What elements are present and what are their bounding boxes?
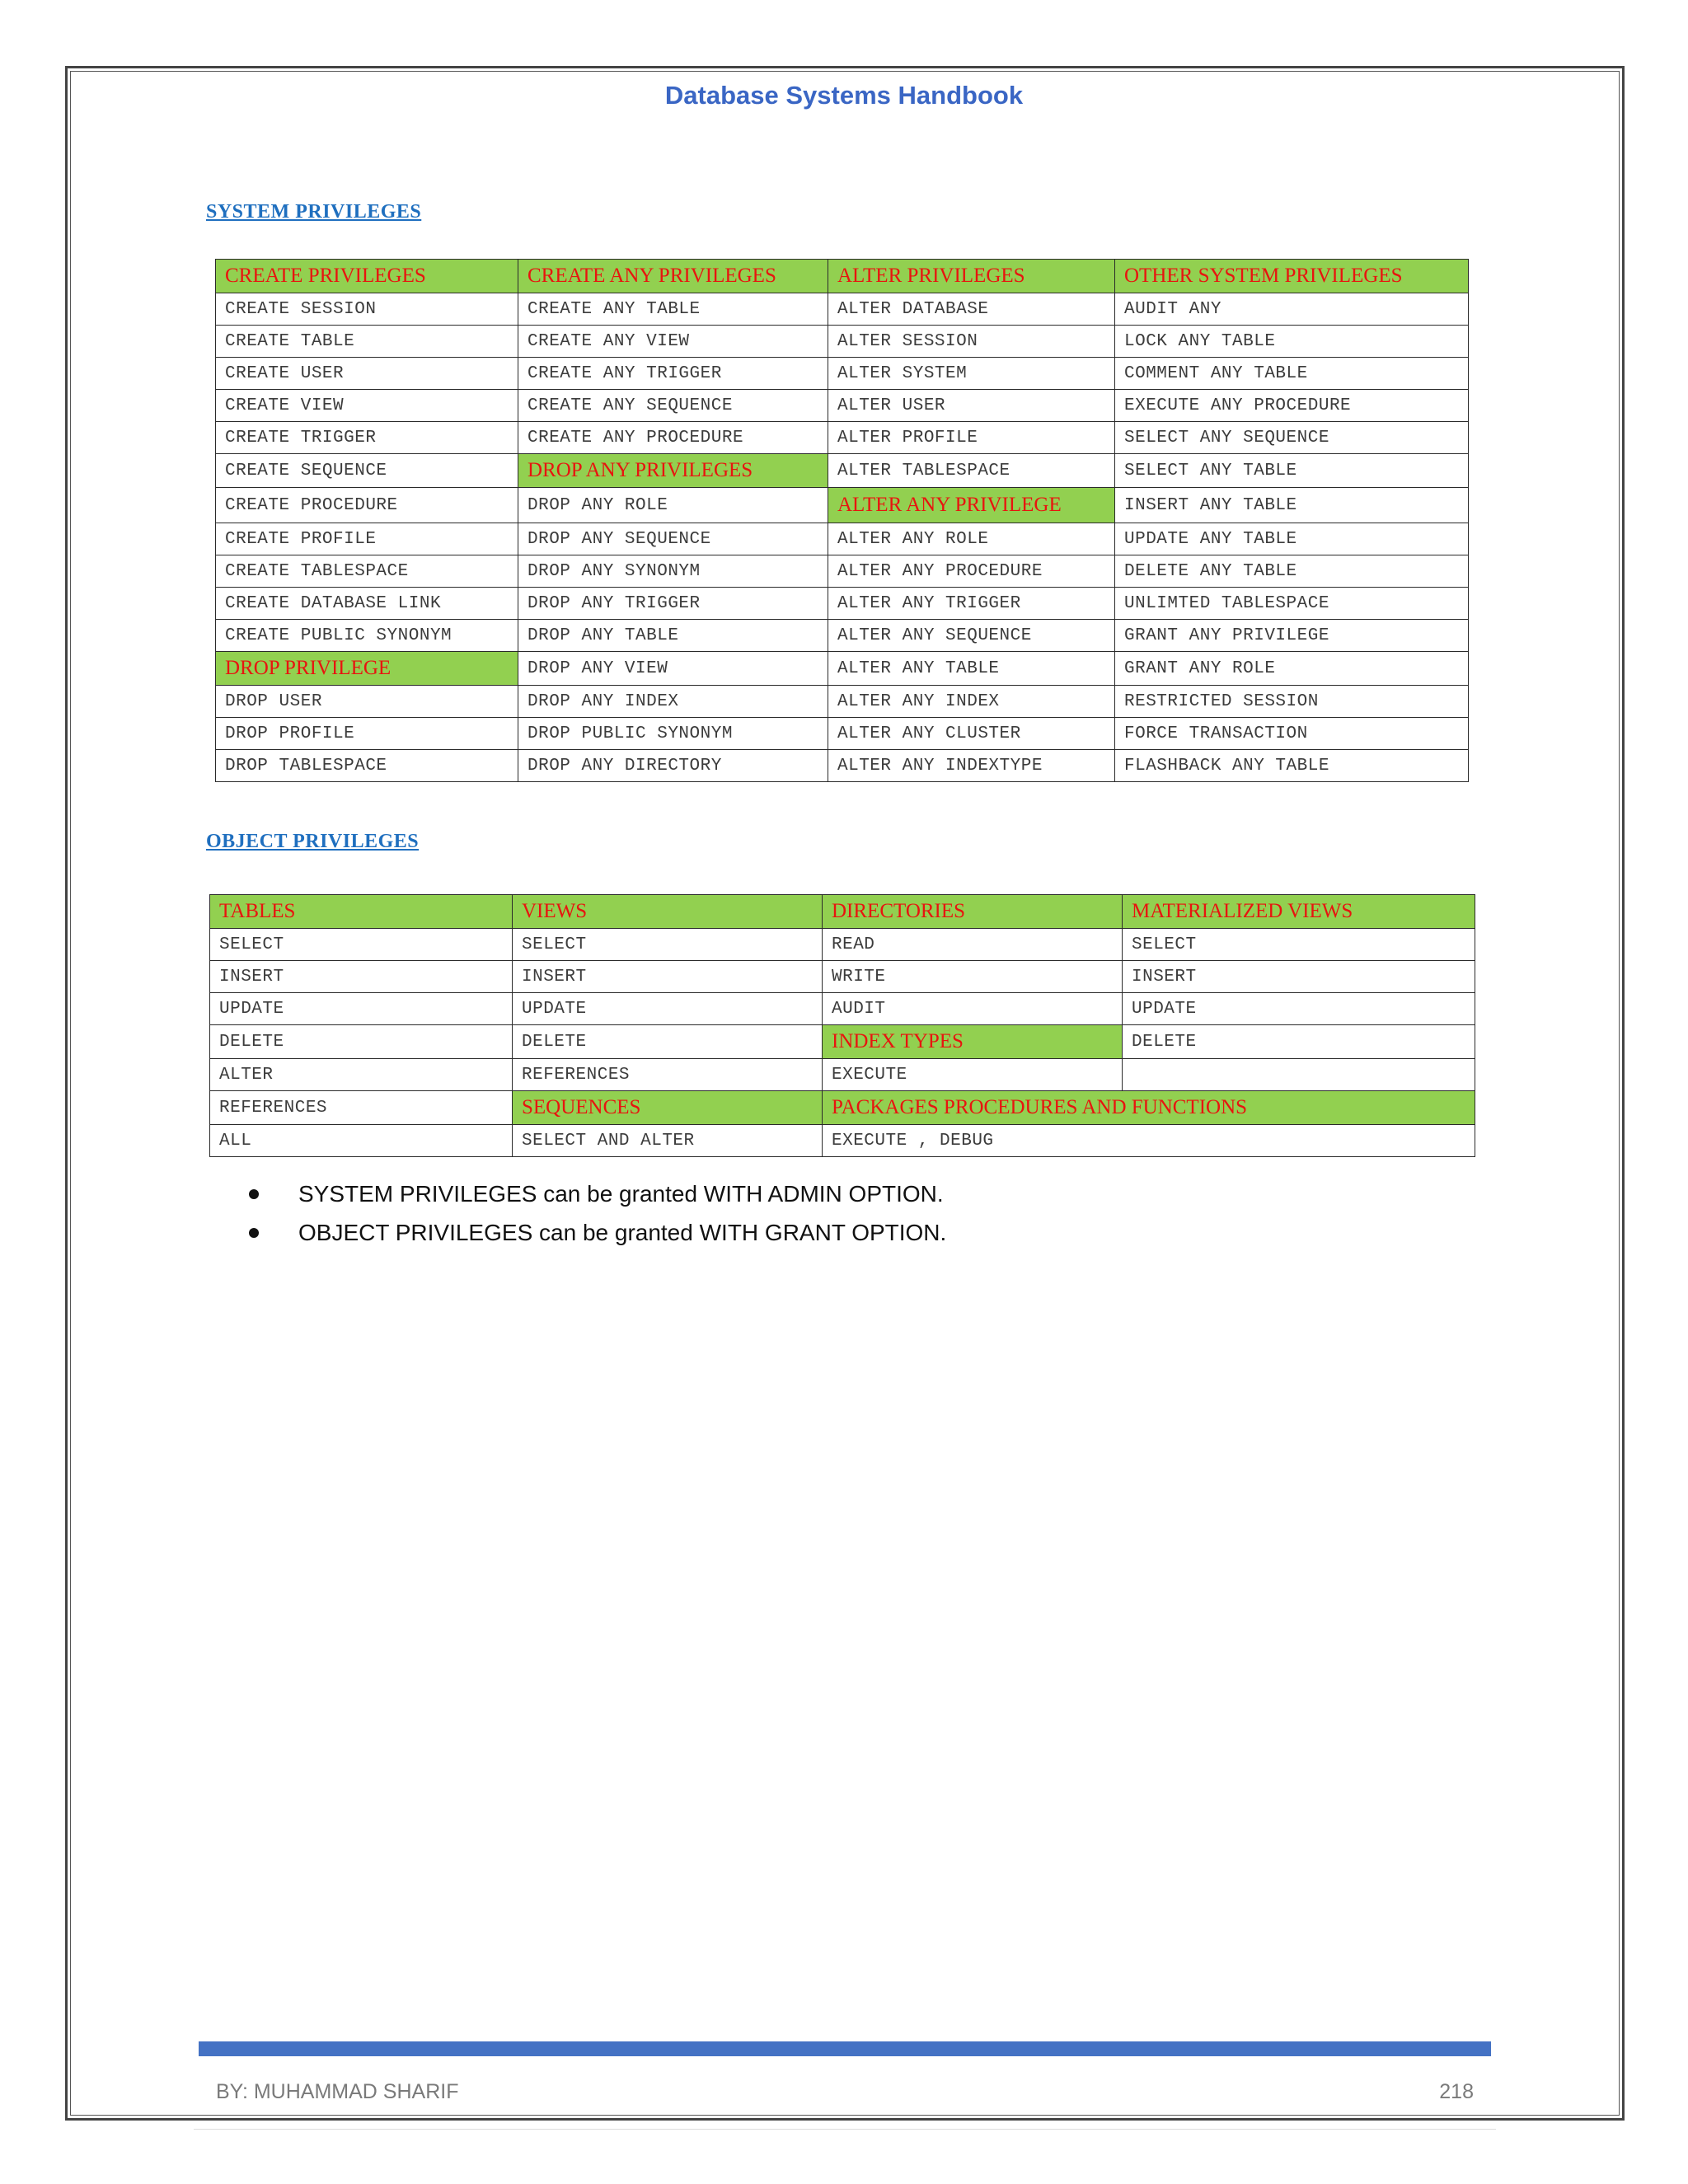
system-privilege-cell: ALTER ANY PROCEDURE	[828, 555, 1115, 588]
object-privilege-row	[210, 929, 1475, 961]
object-privileges-heading: OBJECT PRIVILEGES	[206, 831, 420, 852]
system-privileges-heading: SYSTEM PRIVILEGES	[206, 201, 422, 223]
system-privilege-cell: CREATE TRIGGER	[216, 422, 518, 454]
system-privilege-cell: CREATE PUBLIC SYNONYM	[216, 620, 518, 652]
object-privilege-cell	[1123, 1059, 1475, 1091]
note-text: SYSTEM PRIVILEGES can be granted WITH ADMIN OPTION.	[298, 1181, 944, 1207]
object-privilege-cell: ALL	[210, 1125, 513, 1157]
system-privilege-category-cell: CREATE PRIVILEGES	[216, 260, 518, 293]
system-privilege-category-cell: CREATE ANY PRIVILEGES	[518, 260, 828, 293]
object-privilege-category-cell: DIRECTORIES	[823, 895, 1123, 929]
system-privilege-cell: CREATE DATABASE LINK	[216, 588, 518, 620]
system-privilege-cell: CREATE ANY TRIGGER	[518, 358, 828, 390]
object-privilege-cell: DELETE	[1123, 1025, 1475, 1059]
object-privilege-cell: REFERENCES	[210, 1091, 513, 1125]
object-privilege-row	[210, 1025, 1475, 1059]
system-privilege-cell: DROP ANY DIRECTORY	[518, 750, 828, 782]
object-privilege-header-row	[210, 895, 1475, 929]
footer-author: BY: MUHAMMAD SHARIF	[216, 2080, 459, 2103]
object-privilege-category-cell: PACKAGES PROCEDURES AND FUNCTIONS	[823, 1091, 1475, 1125]
bullet-icon	[249, 1228, 259, 1238]
object-privilege-cell: EXECUTE , DEBUG	[823, 1125, 1475, 1157]
page-header-title: Database Systems Handbook	[664, 81, 1024, 110]
system-privilege-cell: DROP PUBLIC SYNONYM	[518, 718, 828, 750]
system-privilege-cell: ALTER PROFILE	[828, 422, 1115, 454]
system-privilege-cell: CREATE ANY VIEW	[518, 326, 828, 358]
system-privilege-row	[216, 620, 1469, 652]
object-privilege-category-cell: TABLES	[210, 895, 513, 929]
bottom-rule	[194, 2129, 1496, 2130]
system-privilege-cell: CREATE ANY PROCEDURE	[518, 422, 828, 454]
object-privilege-cell: SELECT	[210, 929, 513, 961]
system-privilege-cell: UNLIMTED TABLESPACE	[1115, 588, 1469, 620]
system-privilege-cell: DELETE ANY TABLE	[1115, 555, 1469, 588]
system-privilege-cell: CREATE PROCEDURE	[216, 488, 518, 523]
system-privilege-cell: DROP PROFILE	[216, 718, 518, 750]
system-privilege-cell: GRANT ANY ROLE	[1115, 652, 1469, 686]
object-privilege-cell: UPDATE	[210, 993, 513, 1025]
system-privilege-cell: ALTER TABLESPACE	[828, 454, 1115, 488]
system-privilege-cell: SELECT ANY TABLE	[1115, 454, 1469, 488]
system-privilege-category-cell: ALTER PRIVILEGES	[828, 260, 1115, 293]
object-privilege-category-cell: VIEWS	[513, 895, 823, 929]
system-privilege-cell: DROP ANY TABLE	[518, 620, 828, 652]
object-privilege-cell: WRITE	[823, 961, 1123, 993]
system-privilege-category-cell: ALTER ANY PRIVILEGE	[828, 488, 1115, 523]
note-item	[247, 1213, 946, 1252]
system-privilege-row	[216, 523, 1469, 555]
system-privilege-row	[216, 326, 1469, 358]
system-privilege-cell: ALTER ANY ROLE	[828, 523, 1115, 555]
object-privilege-row	[210, 1059, 1475, 1091]
system-privilege-cell: AUDIT ANY	[1115, 293, 1469, 326]
object-privilege-cell: UPDATE	[513, 993, 823, 1025]
system-privilege-row	[216, 588, 1469, 620]
system-privilege-cell: GRANT ANY PRIVILEGE	[1115, 620, 1469, 652]
object-privilege-cell: SELECT AND ALTER	[513, 1125, 823, 1157]
object-privilege-cell: INSERT	[210, 961, 513, 993]
system-privilege-row	[216, 686, 1469, 718]
object-privilege-category-cell: SEQUENCES	[513, 1091, 823, 1125]
system-privilege-cell: CREATE TABLESPACE	[216, 555, 518, 588]
system-privilege-row	[216, 358, 1469, 390]
system-privilege-row	[216, 555, 1469, 588]
system-privilege-cell: CREATE ANY SEQUENCE	[518, 390, 828, 422]
object-privilege-cell: INSERT	[513, 961, 823, 993]
object-privileges-table	[209, 894, 1475, 1157]
system-privilege-cell: CREATE ANY TABLE	[518, 293, 828, 326]
object-privilege-row	[210, 993, 1475, 1025]
system-privilege-cell: ALTER ANY TRIGGER	[828, 588, 1115, 620]
system-privilege-cell: DROP USER	[216, 686, 518, 718]
system-privilege-cell: SELECT ANY SEQUENCE	[1115, 422, 1469, 454]
system-privilege-cell: DROP ANY VIEW	[518, 652, 828, 686]
system-privilege-cell: DROP ANY SEQUENCE	[518, 523, 828, 555]
system-privilege-row	[216, 652, 1469, 686]
system-privilege-cell: ALTER DATABASE	[828, 293, 1115, 326]
system-privilege-cell: ALTER SESSION	[828, 326, 1115, 358]
system-privilege-cell: CREATE SEQUENCE	[216, 454, 518, 488]
system-privilege-cell: FLASHBACK ANY TABLE	[1115, 750, 1469, 782]
system-privilege-cell: INSERT ANY TABLE	[1115, 488, 1469, 523]
object-privilege-cell: DELETE	[513, 1025, 823, 1059]
object-privilege-cell: UPDATE	[1123, 993, 1475, 1025]
system-privilege-cell: ALTER ANY TABLE	[828, 652, 1115, 686]
system-privilege-cell: CREATE PROFILE	[216, 523, 518, 555]
system-privilege-cell: DROP ANY SYNONYM	[518, 555, 828, 588]
object-privilege-category-cell: MATERIALIZED VIEWS	[1123, 895, 1475, 929]
note-text: OBJECT PRIVILEGES can be granted WITH GRANT OPTION.	[298, 1220, 947, 1245]
system-privilege-cell: CREATE USER	[216, 358, 518, 390]
system-privilege-cell: ALTER SYSTEM	[828, 358, 1115, 390]
system-privilege-row	[216, 750, 1469, 782]
system-privilege-row	[216, 422, 1469, 454]
system-privilege-cell: COMMENT ANY TABLE	[1115, 358, 1469, 390]
system-privilege-category-cell: OTHER SYSTEM PRIVILEGES	[1115, 260, 1469, 293]
system-privilege-category-cell: DROP PRIVILEGE	[216, 652, 518, 686]
bullet-icon	[249, 1189, 259, 1199]
system-privilege-cell: LOCK ANY TABLE	[1115, 326, 1469, 358]
system-privilege-cell: EXECUTE ANY PROCEDURE	[1115, 390, 1469, 422]
system-privilege-cell: CREATE TABLE	[216, 326, 518, 358]
object-privilege-row	[210, 1125, 1475, 1157]
system-privilege-row	[216, 718, 1469, 750]
system-privilege-row	[216, 390, 1469, 422]
object-privilege-cell: EXECUTE	[823, 1059, 1123, 1091]
system-privilege-cell: ALTER USER	[828, 390, 1115, 422]
system-privilege-category-cell: DROP ANY PRIVILEGES	[518, 454, 828, 488]
object-privilege-cell: DELETE	[210, 1025, 513, 1059]
object-privilege-cell: AUDIT	[823, 993, 1123, 1025]
note-item	[247, 1174, 946, 1213]
object-privilege-cell: INSERT	[1123, 961, 1475, 993]
footer-bar	[199, 2041, 1491, 2056]
system-privilege-cell: ALTER ANY INDEXTYPE	[828, 750, 1115, 782]
system-privilege-cell: RESTRICTED SESSION	[1115, 686, 1469, 718]
object-privilege-cell: ALTER	[210, 1059, 513, 1091]
object-privilege-cell: SELECT	[513, 929, 823, 961]
object-privilege-category-cell: INDEX TYPES	[823, 1025, 1123, 1059]
system-privilege-row	[216, 488, 1469, 523]
system-privilege-cell: ALTER ANY CLUSTER	[828, 718, 1115, 750]
system-privilege-cell: CREATE SESSION	[216, 293, 518, 326]
system-privilege-cell: DROP ANY INDEX	[518, 686, 828, 718]
system-privilege-cell: FORCE TRANSACTION	[1115, 718, 1469, 750]
system-privilege-cell: DROP ANY ROLE	[518, 488, 828, 523]
system-privilege-row	[216, 293, 1469, 326]
object-privilege-cell: SELECT	[1123, 929, 1475, 961]
footer-page-number: 218	[1439, 2080, 1474, 2103]
privilege-notes-list	[247, 1174, 946, 1252]
system-privilege-cell: CREATE VIEW	[216, 390, 518, 422]
system-privilege-cell: UPDATE ANY TABLE	[1115, 523, 1469, 555]
system-privilege-row	[216, 454, 1469, 488]
object-privilege-cell: READ	[823, 929, 1123, 961]
object-privilege-row	[210, 961, 1475, 993]
system-privilege-cell: ALTER ANY INDEX	[828, 686, 1115, 718]
system-privilege-cell: DROP ANY TRIGGER	[518, 588, 828, 620]
system-privilege-cell: DROP TABLESPACE	[216, 750, 518, 782]
object-privilege-cell: REFERENCES	[513, 1059, 823, 1091]
system-privileges-table	[215, 259, 1469, 782]
object-privilege-row	[210, 1091, 1475, 1125]
system-privilege-header-row	[216, 260, 1469, 293]
system-privilege-cell: ALTER ANY SEQUENCE	[828, 620, 1115, 652]
